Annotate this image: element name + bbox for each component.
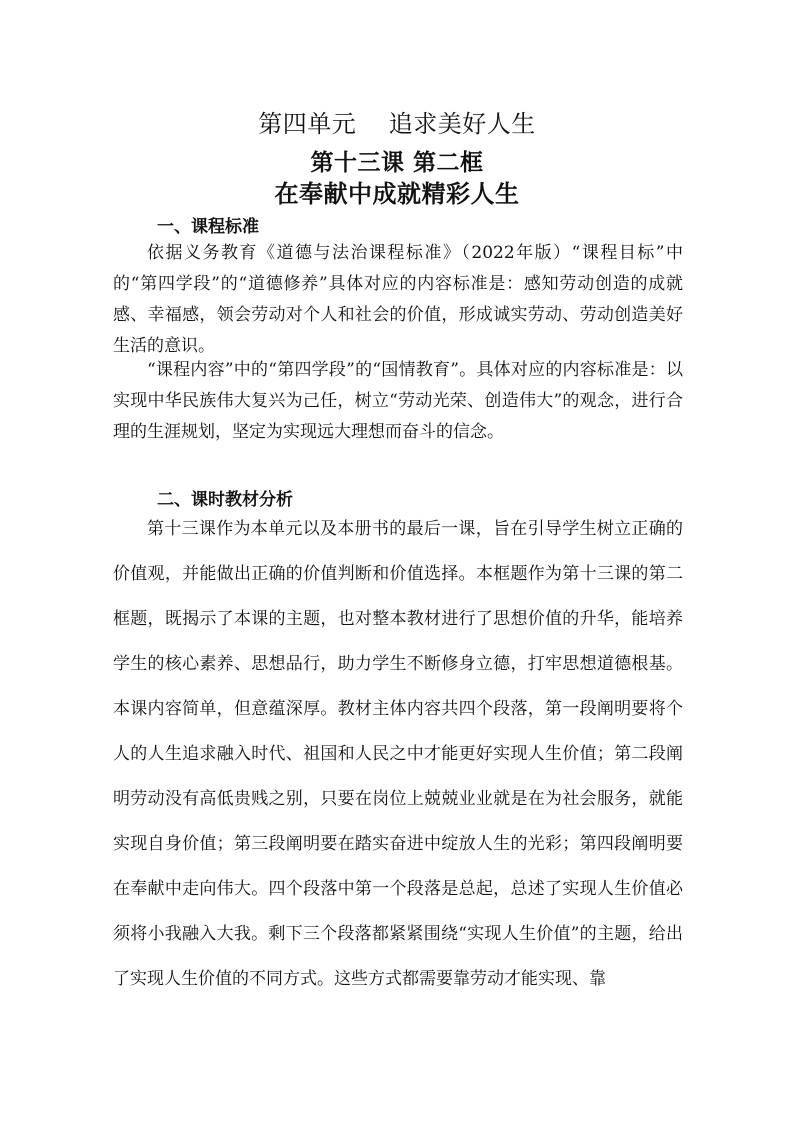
curriculum-standard-paragraph-2: “课程内容”中的“第四学段”的“国情教育”。具体对应的内容标准是：以实现中华民族伟大复兴为己任，树立“劳动光荣、创造伟大”的观念，进行合理的生涯规划，坚定为实现远大理想而奋斗的信念。 (113, 360, 683, 442)
curriculum-standard-paragraph-1: 依据义务教育《道德与法治课程标准》（2022年版）“课程目标”中的“第四学段”的“道德修养”具体对应的内容标准是：感知劳动创造的成就感、幸福感，领会劳动对个人和社会的价值，形成诚实劳动、劳动创造美好生活的意识。 (113, 243, 683, 356)
topic-title: 在奉献中成就精彩人生 (274, 180, 520, 208)
lesson-title: 第十三课 第二框 (310, 150, 484, 176)
unit-title: 第四单元 追求美好人生 (258, 110, 536, 138)
section-heading-textbook-analysis: 二、课时教材分析 (157, 490, 293, 510)
textbook-analysis-paragraph: 第十三课作为本单元以及本册书的最后一课，旨在引导学生树立正确的价值观，并能做出正确的价值判断和价值选择。本框题作为第十三课的第二框题，既揭示了本课的主题，也对整本教材进行了思想价值的升华，能培养学生的核心素养、思想品行，助力学生不断修身立德，打牢思想道德根基。本课内容简单，但意蕴深厚。教材主体内容共四个段落，第一段阐明要将个人的人生追求融入时代、祖国和人民之中才能更好实现人生价值；第二段阐明劳动没有高低贵贱之别，只要在岗位上兢兢业业就是在为社会服务，就能实现自身价值；第三段阐明要在踏实奋进中绽放人生的光彩；第四段阐明要在奉献中走向伟大。四个段落中第一个段落是总起，总述了实现人生价值必须将小我融入大我。剩下三个段落都紧紧围绕“实现人生价值”的主题，给出了实现人生价值的不同方式。这些方式都需要靠劳动才能实现、靠 (113, 519, 683, 989)
section-heading-curriculum-standard: 一、课程标准 (157, 217, 259, 237)
